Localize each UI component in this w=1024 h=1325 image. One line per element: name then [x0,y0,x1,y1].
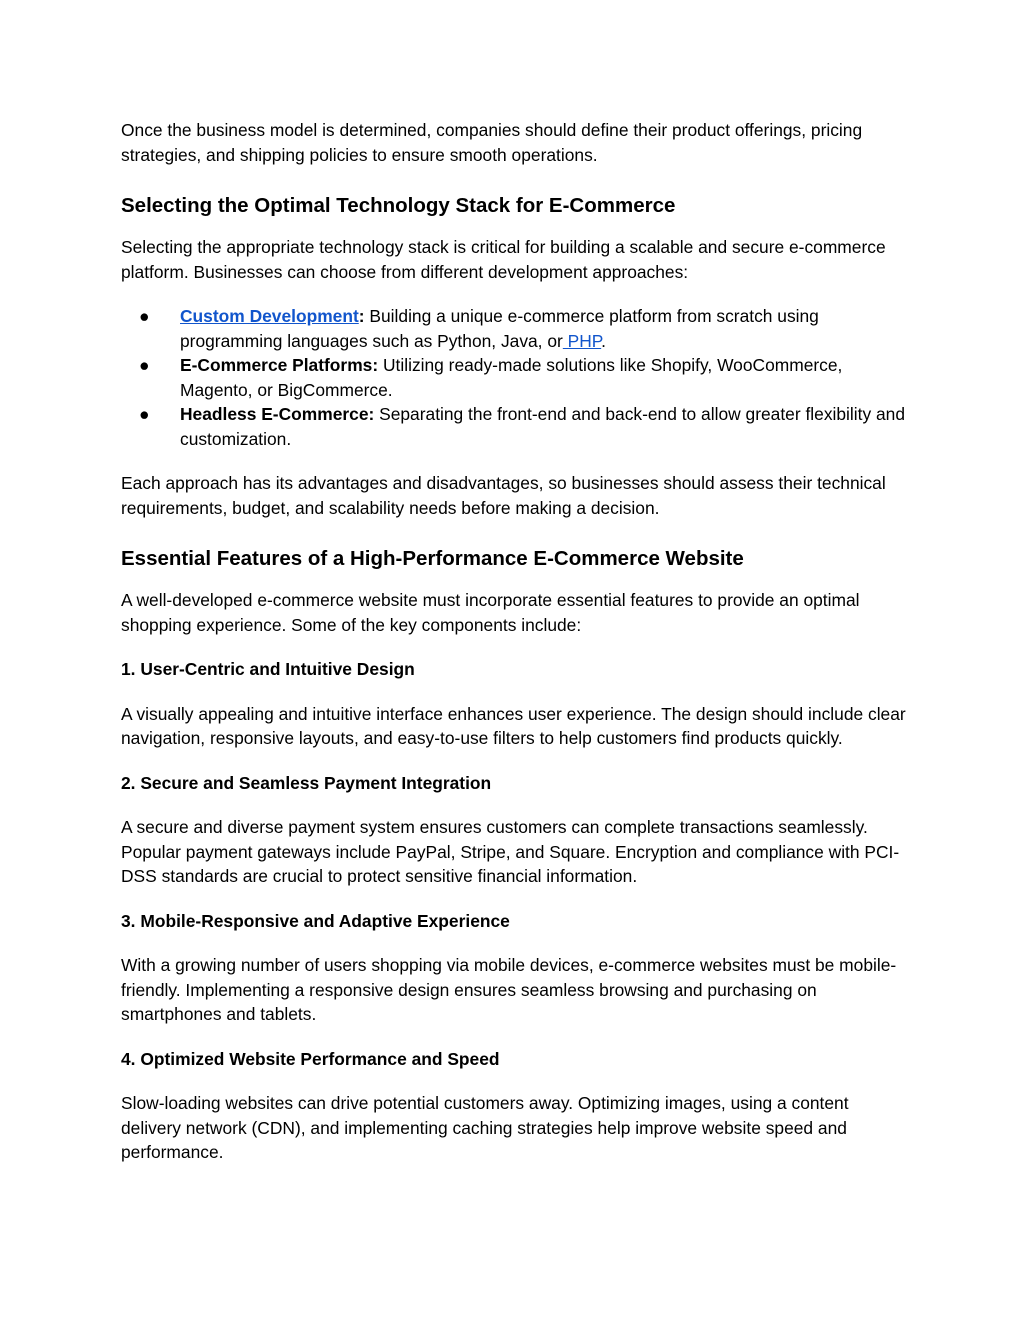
item-text: Utilizing ready-made solutions like Shopify, WooCommerce, Magento, or BigCommerce. [180,355,843,400]
section-body-design: A visually appealing and intuitive interface enhances user experience. The design should include clear navigation, responsive layouts, and easy-to-use filters to help customers find products quickly. [121,703,906,748]
section-title-payment: 2. Secure and Seamless Payment Integration [121,772,492,793]
item-text: Building a unique e-commerce platform from scratch using programming languages such as Python, Java, or [180,306,819,351]
bullet-icon: ● [139,355,150,375]
custom-development-link[interactable]: Custom Development [180,306,359,326]
item-end: . [601,330,607,351]
section-body-mobile: With a growing number of users shopping via mobile devices, e-commerce websites must be mobile-friendly. Implementing a responsive design ensures seamless browsing and purchasing on smartphones and tablets. [121,955,897,1024]
bullet-icon: ● [139,404,150,424]
list-item [121,353,911,402]
section-title-design: 1. User-Centric and Intuitive Design [121,659,415,679]
section-title-performance: 4. Optimized Website Performance and Speed [121,1048,500,1069]
item-colon: : [358,306,365,326]
section-title-mobile: 3. Mobile-Responsive and Adaptive Experience [121,910,510,931]
development-approaches-list [121,304,911,451]
tech-stack-heading: Selecting the Optimal Technology Stack for E-Commerce [121,194,676,217]
list-item [121,402,911,451]
features-heading: Essential Features of a High-Performance E-Commerce Website [121,547,744,570]
item-text: Separating the front-end and back-end to allow greater flexibility and customization. [180,404,906,449]
item-label: E-Commerce Platforms: [180,355,379,375]
section-body-payment: A secure and diverse payment system ensures customers can complete transactions seamlessly. Popular payment gateways include PayPal, Stripe, and Square. Encryption and compliance with PCI-DSS standards are crucial to protect sensitive financial information. [121,817,900,886]
document-page [121,118,911,1165]
intro-paragraph: Once the business model is determined, companies should define their product offerings, pricing strategies, and shipping policies to ensure smooth operations. [121,120,863,165]
tech-stack-closing: Each approach has its advantages and disadvantages, so businesses should assess their technical requirements, budget, and scalability needs before making a decision. [121,473,886,518]
php-link[interactable]: PHP [562,330,602,351]
item-label: Headless E-Commerce: [180,404,375,424]
section-body-performance: Slow-loading websites can drive potential customers away. Optimizing images, using a content delivery network (CDN), and implementing caching strategies help improve website speed and performance. [121,1093,849,1162]
tech-stack-intro: Selecting the appropriate technology stack is critical for building a scalable and secure e-commerce platform. Businesses can choose from different development approaches: [121,237,886,282]
features-intro: A well-developed e-commerce website must incorporate essential features to provide an optimal shopping experience. Some of the key components include: [121,590,860,635]
list-item [121,304,911,353]
bullet-icon: ● [139,306,150,326]
